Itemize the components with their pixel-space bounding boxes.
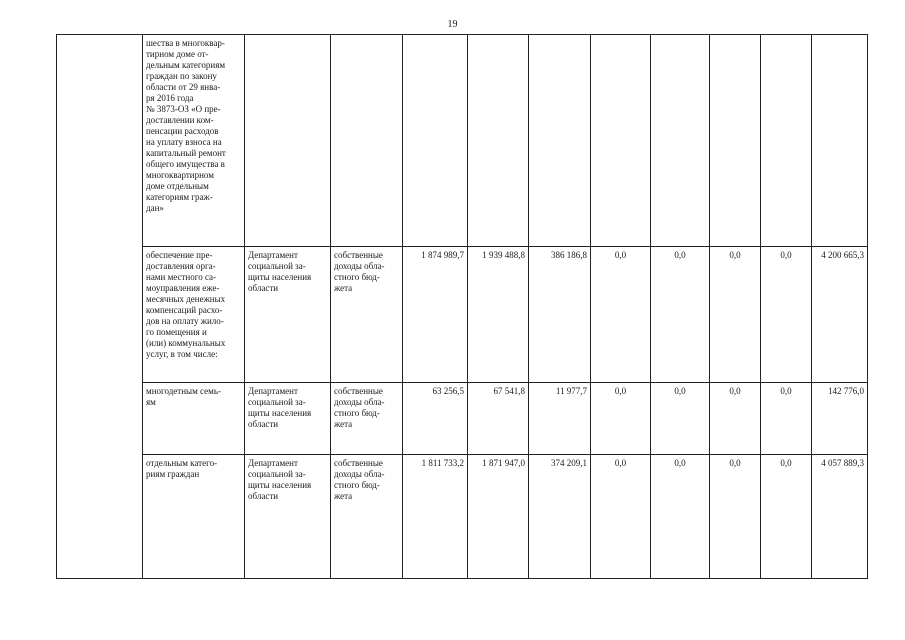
value-cell bbox=[403, 35, 468, 247]
value-cell: 1 939 488,8 bbox=[468, 247, 529, 383]
value-cell bbox=[468, 35, 529, 247]
total-cell: 4 200 665,3 bbox=[812, 247, 868, 383]
value-cell: 386 186,8 bbox=[529, 247, 591, 383]
source-cell: собственные доходы обла- стного бюд- жета bbox=[331, 455, 403, 579]
executor-cell: Департамент социальной за- щиты населения области bbox=[245, 247, 331, 383]
value-cell bbox=[651, 35, 710, 247]
source-cell: собственные доходы обла- стного бюд- жета bbox=[331, 247, 403, 383]
value-cell: 0,0 bbox=[761, 247, 812, 383]
source-cell: собственные доходы обла- стного бюд- жета bbox=[331, 383, 403, 455]
value-cell bbox=[591, 35, 651, 247]
source-cell bbox=[331, 35, 403, 247]
page-number: 19 bbox=[447, 19, 458, 30]
table-row bbox=[57, 247, 868, 383]
value-cell: 67 541,8 bbox=[468, 383, 529, 455]
value-cell: 0,0 bbox=[710, 247, 761, 383]
value-cell: 0,0 bbox=[761, 455, 812, 579]
value-cell: 63 256,5 bbox=[403, 383, 468, 455]
total-cell: 4 057 889,3 bbox=[812, 455, 868, 579]
name-cell: отдельным катего- риям граждан bbox=[143, 455, 245, 579]
total-cell: 142 776,0 bbox=[812, 383, 868, 455]
value-cell bbox=[761, 35, 812, 247]
table-row bbox=[57, 455, 868, 579]
value-cell: 0,0 bbox=[651, 247, 710, 383]
name-cell: шества в многоквар- тирном доме от- дельным категориям граждан по закону области от 29 янва- ря 2016 года № 3873-ОЗ «О пре- доставлении ком- пенсации расходов на уплату взноса на капитальный ремонт общего имущества в многоквартирном доме отдельным категориям граж- дан» bbox=[143, 35, 245, 247]
value-cell: 0,0 bbox=[651, 383, 710, 455]
value-cell: 0,0 bbox=[710, 383, 761, 455]
value-cell: 1 874 989,7 bbox=[403, 247, 468, 383]
name-cell: многодетным семь- ям bbox=[143, 383, 245, 455]
table-row bbox=[57, 383, 868, 455]
value-cell: 0,0 bbox=[761, 383, 812, 455]
value-cell: 0,0 bbox=[710, 455, 761, 579]
value-cell: 374 209,1 bbox=[529, 455, 591, 579]
executor-cell: Департамент социальной за- щиты населения области bbox=[245, 455, 331, 579]
value-cell: 11 977,7 bbox=[529, 383, 591, 455]
table-row bbox=[57, 35, 868, 247]
value-cell bbox=[710, 35, 761, 247]
value-cell: 1 811 733,2 bbox=[403, 455, 468, 579]
budget-table bbox=[56, 34, 868, 579]
value-cell: 1 871 947,0 bbox=[468, 455, 529, 579]
value-cell: 0,0 bbox=[591, 247, 651, 383]
value-cell bbox=[529, 35, 591, 247]
row-number-cell bbox=[57, 35, 143, 579]
executor-cell bbox=[245, 35, 331, 247]
value-cell: 0,0 bbox=[591, 455, 651, 579]
value-cell: 0,0 bbox=[591, 383, 651, 455]
name-cell: обеспечение пре- доставления орга- нами местного са- моуправления еже- месячных денежных компенсаций расхо- дов на оплату жило- го помещения и (или) коммунальных услуг, в том числе: bbox=[143, 247, 245, 383]
value-cell: 0,0 bbox=[651, 455, 710, 579]
total-cell bbox=[812, 35, 868, 247]
executor-cell: Департамент социальной за- щиты населения области bbox=[245, 383, 331, 455]
